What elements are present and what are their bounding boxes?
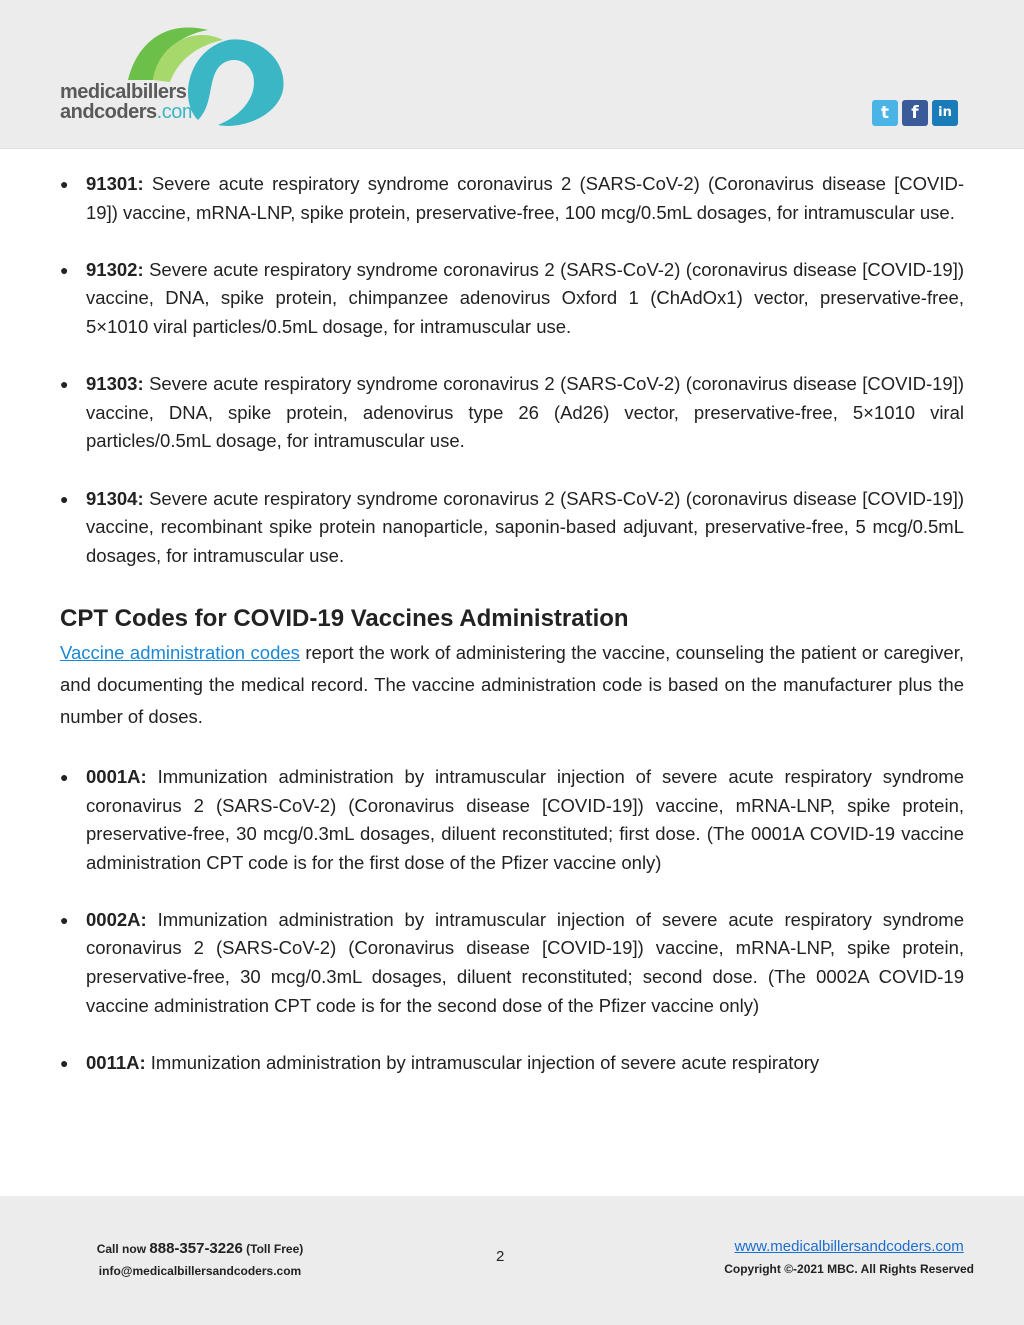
logo-line-2a: andcoders	[60, 101, 157, 123]
list-item	[60, 485, 964, 571]
intro-text: report the work of administering the vaccine, counseling the patient or caregiver, and documenting the medical record. The vaccine administration code is based on the manufacturer plus the number of doses.	[60, 641, 964, 727]
logo-line-2b: .com	[156, 101, 198, 123]
social-links	[872, 100, 958, 126]
section-intro	[60, 637, 964, 733]
code-description: Immunization administration by intramuscular injection of severe acute respiratory	[150, 1051, 820, 1073]
code-label: 91302:	[86, 258, 144, 280]
twitter-icon[interactable]: t	[872, 100, 898, 126]
vaccine-admin-codes-link[interactable]: Vaccine administration codes	[60, 641, 300, 663]
code-description: Immunization administration by intramuscular injection of severe acute respiratory syndrome coronavirus 2 (SARS-CoV-2) (Coronavirus disease [COVID-19]) vaccine, mRNA-LNP, spike protein, preservative-free, 30 mcg/0.3mL dosages, diluent reconstituted; first dose. (The 0001A COVID-19 vaccine administration CPT code is for the first dose of the Pfizer vaccine only)	[86, 765, 965, 873]
code-description: Severe acute respiratory syndrome coronavirus 2 (SARS-CoV-2) (coronavirus disease [COVID-19]) vaccine, DNA, spike protein, chimpanzee adenovirus Oxford 1 (ChAdOx1) vector, preservative-free, 5×1010 viral particles/0.5mL dosage, for intramuscular use.	[86, 258, 965, 337]
list-item	[60, 906, 964, 1020]
code-description: Immunization administration by intramuscular injection of severe acute respiratory syndrome coronavirus 2 (SARS-CoV-2) (Coronavirus disease [COVID-19]) vaccine, mRNA-LNP, spike protein, preservative-free, 30 mcg/0.3mL dosages, diluent reconstituted; second dose. (The 0002A COVID-19 vaccine administration CPT code is for the second dose of the Pfizer vaccine only)	[86, 908, 965, 1016]
code-label: 91303:	[86, 373, 144, 395]
vaccine-code-list	[60, 170, 964, 570]
copyright-text: Copyright ©-2021 MBC. All Rights Reserved	[724, 1262, 974, 1276]
page-header	[0, 0, 1024, 149]
bullet-icon: ●	[60, 376, 69, 393]
list-item	[60, 1049, 964, 1078]
list-item	[60, 170, 964, 227]
logo-line-1: medicalbillers	[60, 81, 187, 103]
code-label: 0002A:	[86, 908, 147, 930]
code-label: 0011A:	[86, 1051, 146, 1073]
code-description: Severe acute respiratory syndrome coronavirus 2 (SARS-CoV-2) (coronavirus disease [COVID-19]) vaccine, DNA, spike protein, adenovirus type 26 (Ad26) vector, preservative-free, 5×1010 viral particles/0.5mL dosage, for intramuscular use.	[86, 373, 965, 452]
toll-free-label: (Toll Free)	[242, 1242, 304, 1256]
bullet-icon: ●	[60, 176, 69, 192]
logo-line-2	[60, 102, 198, 122]
call-prefix: Call now	[96, 1242, 150, 1256]
bullet-icon: ●	[60, 261, 69, 278]
email-address[interactable]: info@medicalbillersandcoders.com	[98, 1264, 302, 1278]
bullet-icon: ●	[60, 768, 69, 785]
facebook-icon[interactable]: f	[902, 100, 928, 126]
page-content	[60, 170, 964, 1106]
list-item	[60, 763, 964, 877]
code-label: 91304:	[86, 487, 144, 509]
page-footer	[0, 1196, 1024, 1325]
list-item	[60, 370, 964, 456]
code-description: Severe acute respiratory syndrome coronavirus 2 (SARS-CoV-2) (coronavirus disease [COVID-19]) vaccine, recombinant spike protein nanoparticle, saponin-based adjuvant, preservative-free, 5 mcg/0.5mL dosages, for intramuscular use.	[86, 487, 965, 566]
code-description: Severe acute respiratory syndrome coronavirus 2 (SARS-CoV-2) (Coronavirus disease [COVID-19]) vaccine, mRNA-LNP, spike protein, preservative-free, 100 mcg/0.5mL dosages, for intramuscular use.	[86, 173, 964, 223]
admin-code-list	[60, 763, 964, 1078]
linkedin-icon[interactable]: in	[932, 100, 958, 126]
bullet-icon: ●	[60, 490, 69, 507]
phone-number[interactable]: 888-357-3226	[149, 1240, 243, 1257]
logo-text	[60, 82, 198, 122]
contact-info	[80, 1238, 320, 1282]
list-item	[60, 256, 964, 342]
bullet-icon: ●	[60, 1054, 69, 1071]
code-label: 0001A:	[86, 765, 147, 787]
page-number: 2	[496, 1248, 505, 1265]
bullet-icon: ●	[60, 911, 69, 928]
company-logo[interactable]	[58, 20, 298, 132]
call-line	[80, 1238, 320, 1260]
section-heading: CPT Codes for COVID-19 Vaccines Administration	[60, 604, 629, 632]
site-info	[724, 1236, 974, 1280]
website-link[interactable]: www.medicalbillersandcoders.com	[734, 1238, 964, 1255]
code-label: 91301:	[86, 173, 144, 194]
